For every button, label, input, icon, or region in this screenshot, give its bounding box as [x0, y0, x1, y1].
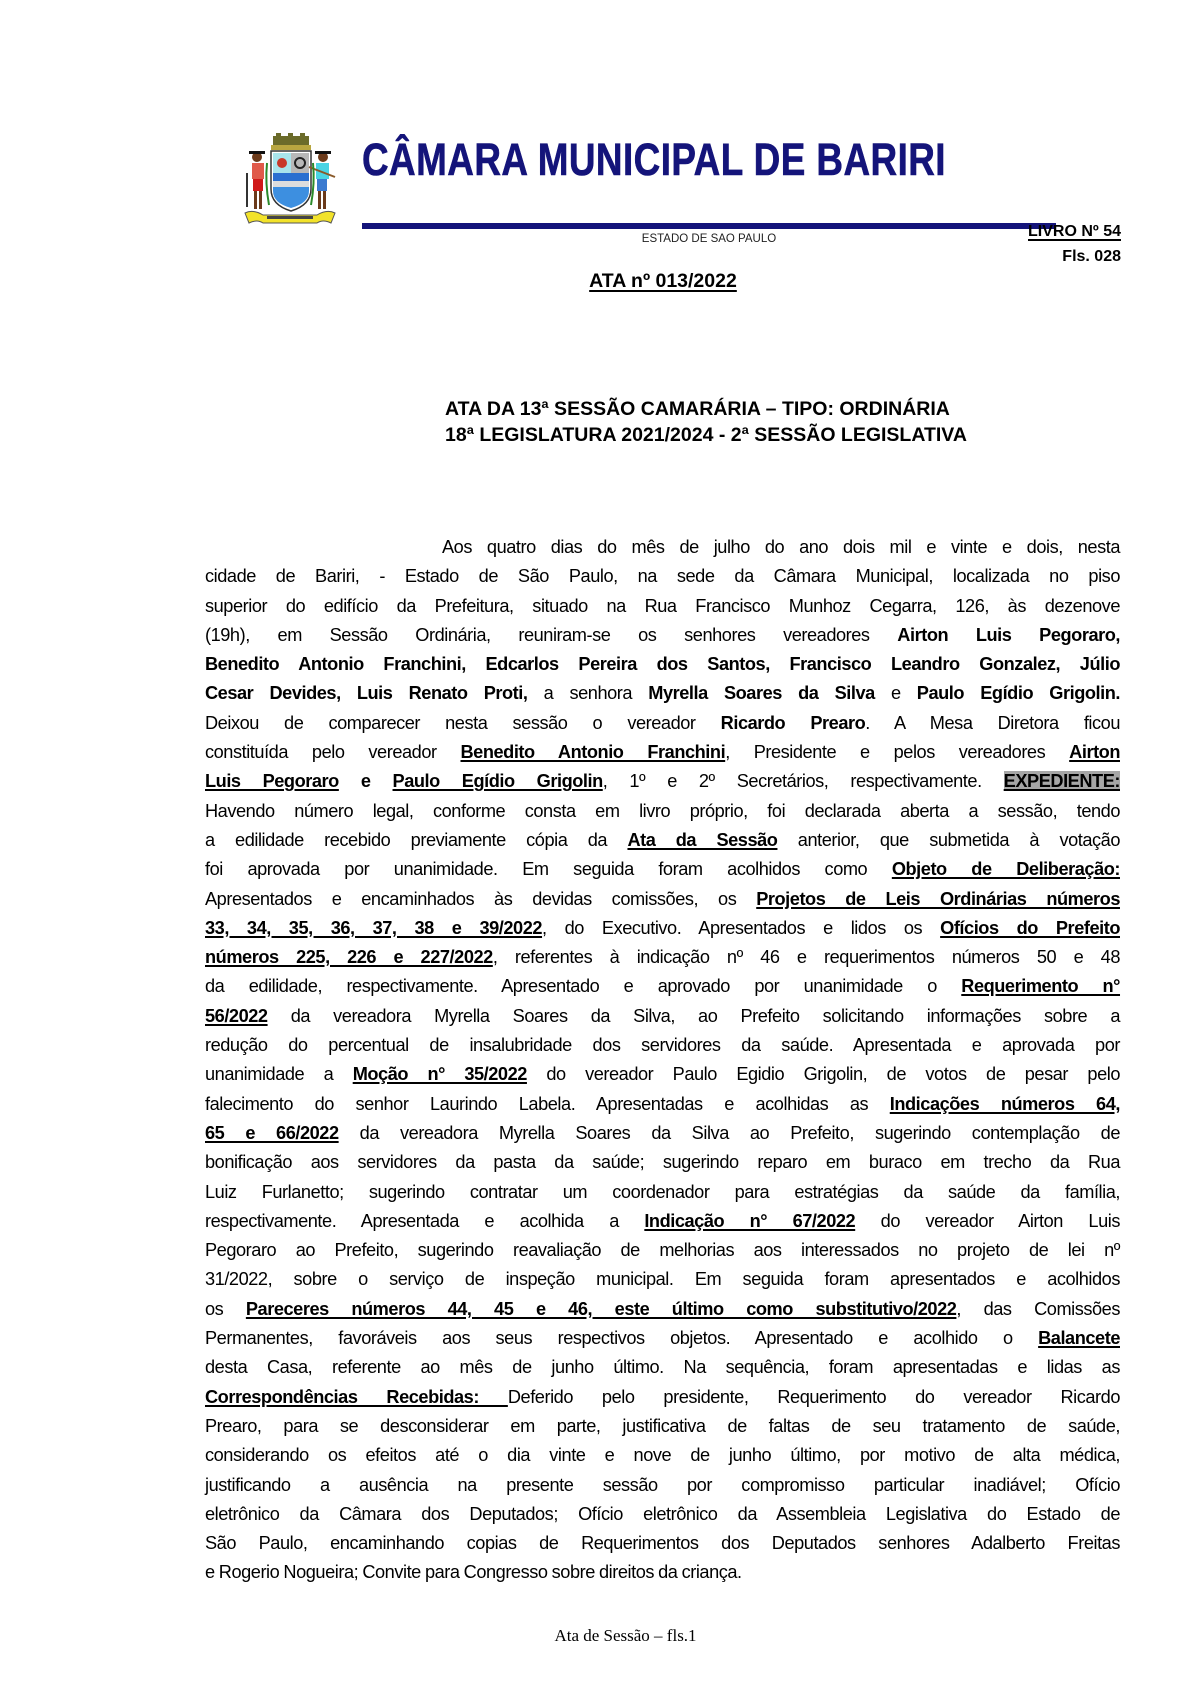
body-line — [205, 1471, 1120, 1500]
emphasized-text: Luis Pegoraro — [205, 771, 339, 792]
body-text: , referentes à indicação nº 46 e requerimentos números 50 e 48 — [492, 947, 1120, 968]
body-text: da edilidade, respectivamente. Apresentado e aprovado por unanimidade o — [205, 976, 962, 997]
body-text: do vereador Paulo Egidio Grigolin, de votos de pesar pelo — [526, 1064, 1121, 1085]
body-text: constituída pelo vereador — [205, 742, 461, 763]
body-text: Apresentados e encaminhados às devidas comissões, os — [205, 888, 757, 909]
emphasized-text: números 225, 226 e 227/2022 — [205, 947, 493, 968]
body-text: a edilidade recebido previamente cópia da — [205, 829, 628, 850]
body-text: os — [205, 1298, 246, 1319]
body-text: anterior, que submetida à votação — [777, 829, 1120, 850]
body-text: eletrônico da Câmara dos Deputados; Ofício eletrônico da Assembleia Legislativa do Estado de — [205, 1503, 1120, 1524]
document-number: ATA nº 013/2022 — [589, 270, 737, 292]
body-line — [205, 855, 1120, 884]
body-line — [205, 943, 1120, 972]
organization-title: CÂMARA MUNICIPAL DE BARIRI — [362, 134, 946, 185]
body-text: a senhora — [527, 683, 649, 704]
body-text: , das Comissões — [956, 1298, 1120, 1319]
body-text: justificando a ausência na presente sessão por compromisso particular inadiável; Ofício — [205, 1474, 1120, 1495]
body-text: Pegoraro ao Prefeito, sugerindo reavaliação de melhorias aos interessados no projeto de lei nº — [205, 1240, 1120, 1261]
body-line — [205, 650, 1120, 679]
emphasized-text: Pareceres números 44, 45 e 46, este último como substitutivo/2022 — [245, 1298, 957, 1319]
body-line — [205, 621, 1120, 650]
session-heading-line-1: ATA DA 13ª SESSÃO CAMARÁRIA – TIPO: ORDINÁRIA — [445, 398, 950, 420]
body-line — [205, 1060, 1120, 1089]
body-line — [205, 1412, 1120, 1441]
body-line — [205, 738, 1120, 767]
body-text: desta Casa, referente ao mês de junho último. Na sequência, foram apresentadas e lidas as — [205, 1357, 1120, 1378]
emphasized-text: Benedito Antonio Franchini — [460, 742, 726, 763]
body-line — [205, 1002, 1120, 1031]
body-line — [205, 1295, 1120, 1324]
emphasized-text: e — [338, 771, 393, 792]
body-text: e — [874, 683, 917, 704]
body-line — [205, 1529, 1120, 1558]
emphasized-text: Airton Luis Pegoraro, — [897, 624, 1120, 645]
body-text: cidade de Bariri, - Estado de São Paulo, na sede da Câmara Municipal, localizada no piso — [205, 566, 1120, 587]
emphasized-text: Ricardo Prearo — [720, 712, 866, 733]
body-line — [205, 1090, 1120, 1119]
book-reference — [1028, 219, 1121, 269]
emphasized-text: 56/2022 — [205, 1005, 268, 1026]
emphasized-text: 65 e 66/2022 — [205, 1122, 339, 1143]
body-text: Permanentes, favoráveis aos seus respectivos objetos. Apresentado e acolhido o — [205, 1328, 1039, 1349]
emphasized-text: Moção n° 35/2022 — [352, 1064, 527, 1085]
emphasized-text: Airton — [1069, 742, 1120, 763]
body-text: superior do edifício da Prefeitura, situado na Rua Francisco Munhoz Cegarra, 126, às dezenove — [205, 595, 1120, 616]
body-line — [205, 1324, 1120, 1353]
body-line — [205, 709, 1120, 738]
emphasized-text: Indicações números 64, — [889, 1093, 1120, 1114]
body-line — [205, 679, 1120, 708]
body-text: Prearo, para se desconsiderar em parte, justificativa de faltas de seu tratamento de saúde, — [205, 1415, 1120, 1436]
body-line — [205, 1353, 1120, 1382]
body-text: foi aprovada por unanimidade. Em seguida foram acolhidos como — [205, 859, 892, 880]
body-line — [205, 1383, 1120, 1412]
session-heading-line-2: 18ª LEGISLATURA 2021/2024 - 2ª SESSÃO LEGISLATIVA — [445, 424, 967, 446]
body-line — [205, 1558, 1120, 1587]
body-text: Deferido pelo presidente, Requerimento do vereador Ricardo — [507, 1386, 1120, 1407]
body-text: respectivamente. Apresentada e acolhida a — [205, 1210, 645, 1231]
emphasized-text: 33, 34, 35, 36, 37, 38 e 39/2022 — [205, 917, 543, 938]
emphasized-text: Ata da Sessão — [627, 829, 778, 850]
organization-subtitle: ESTADO DE SAO PAULO — [641, 233, 777, 245]
body-text: redução do percentual de insalubridade dos servidores da saúde. Apresentada e aprovada por — [205, 1035, 1120, 1056]
emphasized-text: EXPEDIENTE: — [1003, 771, 1120, 792]
header-rule — [362, 223, 1056, 229]
body-text: considerando os efeitos até o dia vinte e nove de junho último, por motivo de alta médica, — [205, 1445, 1120, 1466]
minutes-body — [205, 533, 1120, 1588]
body-text: , Presidente e pelos vereadores — [725, 742, 1070, 763]
body-line — [205, 562, 1120, 591]
body-text: , 1º e 2º Secretários, respectivamente. — [602, 771, 1004, 792]
emphasized-text: Correspondências Recebidas: — [205, 1386, 508, 1407]
body-line — [205, 1178, 1120, 1207]
emphasized-text: Projetos de Leis Ordinárias números — [756, 888, 1120, 909]
body-line — [205, 1119, 1120, 1148]
body-line — [205, 1441, 1120, 1470]
body-line — [205, 1031, 1120, 1060]
emphasized-text: Balancete — [1038, 1328, 1120, 1349]
body-text: , do Executivo. Apresentados e lidos os — [542, 917, 941, 938]
body-text: falecimento do senhor Laurindo Labela. Apresentadas e acolhidas as — [205, 1093, 890, 1114]
body-text: Aos quatro dias do mês de julho do ano dois mil e vinte e dois, nesta — [442, 537, 1120, 557]
body-line — [205, 826, 1120, 855]
body-text: Deixou de comparecer nesta sessão o vereador — [205, 712, 721, 733]
body-line — [205, 972, 1120, 1001]
book-number: LIVRO Nº 54 — [1028, 223, 1121, 240]
page-number: Fls. 028 — [1062, 248, 1121, 265]
body-line — [205, 767, 1120, 796]
body-line — [205, 1500, 1120, 1529]
body-line — [205, 914, 1120, 943]
body-text: Luiz Furlanetto; sugerindo contratar um coordenador para estratégias da saúde da família, — [205, 1181, 1120, 1202]
body-line — [205, 885, 1120, 914]
emphasized-text: Paulo Egídio Grigolin — [392, 771, 603, 792]
emphasized-text: Paulo Egídio Grigolin. — [916, 683, 1120, 704]
emphasized-text: Indicação n° 67/2022 — [644, 1210, 856, 1231]
body-text: (19h), em Sessão Ordinária, reuniram-se os senhores vereadores — [205, 624, 898, 645]
emphasized-text: Benedito Antonio Franchini, Edcarlos Pereira dos Santos, Francisco Leandro Gonzalez, Júlio — [205, 654, 1120, 675]
emphasized-text: Ofícios do Prefeito — [940, 917, 1120, 938]
body-text: e Rogerio Nogueira; Convite para Congresso sobre direitos da criança. — [205, 1562, 742, 1583]
emphasized-text: Cesar Devides, Luis Renato Proti, — [205, 683, 528, 704]
body-text: 31/2022, sobre o serviço de inspeção municipal. Em seguida foram apresentados e acolhidos — [205, 1269, 1120, 1290]
body-line — [205, 1265, 1120, 1294]
body-text: unanimidade a — [205, 1064, 353, 1085]
body-text: São Paulo, encaminhando copias de Requerimentos dos Deputados senhores Adalberto Freitas — [205, 1533, 1120, 1554]
emphasized-text: Requerimento n° — [961, 976, 1121, 997]
body-line — [205, 797, 1120, 826]
body-line — [205, 1236, 1120, 1265]
body-line — [205, 592, 1120, 621]
emphasized-text: Myrella Soares da Silva — [648, 683, 875, 704]
body-text: da vereadora Myrella Soares da Silva ao Prefeito, sugerindo contemplação de — [338, 1122, 1120, 1143]
body-line — [205, 533, 1120, 562]
body-text: Havendo número legal, conforme consta em livro próprio, foi declarada aberta a sessão, tendo — [205, 800, 1120, 821]
body-text: . A Mesa Diretora ficou — [865, 712, 1120, 733]
body-text: da vereadora Myrella Soares da Silva, ao Prefeito solicitando informações sobre a — [267, 1005, 1120, 1026]
municipal-coat-of-arms-icon — [243, 133, 337, 227]
emphasized-text: Objeto de Deliberação: — [891, 859, 1120, 880]
page-footer: Ata de Sessão – fls.1 — [554, 1626, 697, 1645]
body-text: bonificação aos servidores da pasta da saúde; sugerindo reparo em buraco em trecho da Rua — [205, 1152, 1120, 1173]
session-heading — [445, 396, 967, 448]
body-line — [205, 1207, 1120, 1236]
body-text: do vereador Airton Luis — [855, 1210, 1120, 1231]
body-line — [205, 1148, 1120, 1177]
